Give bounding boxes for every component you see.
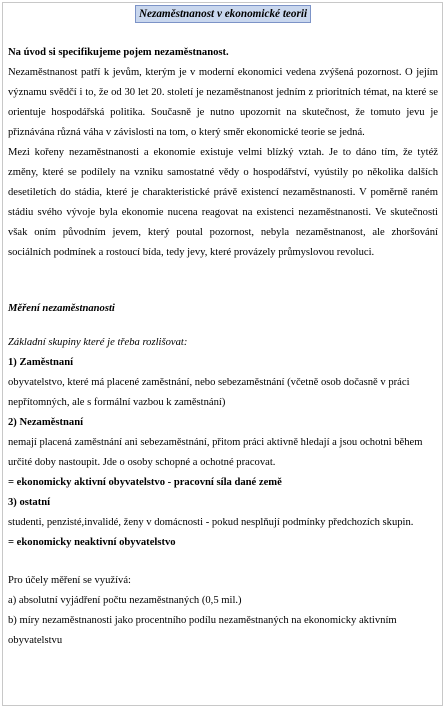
- measure-a: a) absolutní vyjádření počtu nezaměstnaných (0,5 mil.): [8, 595, 242, 606]
- group-2-title: 2) Nezaměstnaní: [8, 417, 84, 428]
- document-page: [2, 2, 443, 706]
- group-3-text: studenti, penzisté,invalidé, ženy v domácnosti - pokud nesplňují podmínky předchozích skupin.: [8, 517, 414, 528]
- document-title[interactable]: Nezaměstnanost v ekonomické teorii: [136, 6, 310, 22]
- paragraph-1: Nezaměstnanost patří k jevům, kterým je v moderní ekonomici vedena zvýšená pozornost. O jejím významu svědčí i to, že od 30 let 20. století je nezaměstnanost jedním z prioritních témat, na které se orientuje hospodářská politika. Současně je nutno upozornit na skutečnost, že tomuto jevu je přiznávána různá váha v závislosti na tom, o který směr ekonomické teorie se jedná.: [8, 67, 438, 138]
- intro-heading: Na úvod si specifikujeme pojem nezaměstnanost.: [8, 47, 229, 58]
- active-population-total: = ekonomicky aktivní obyvatelstvo - pracovní síla dané země: [8, 477, 282, 488]
- group-1-text: obyvatelstvo, které má placené zaměstnání, nebo sebezaměstnání (včetně osob dočasně v práci nepřítomných, ale s formální vazbou k zaměstnání): [8, 377, 410, 408]
- section-heading: Měření nezaměstnanosti: [8, 303, 115, 314]
- measure-intro: Pro účely měření se využívá:: [8, 575, 131, 586]
- groups-intro: Základní skupiny které je třeba rozlišovat:: [8, 337, 188, 348]
- measure-b: b) míry nezaměstnanosti jako procentního podílu nezaměstnaných na ekonomicky aktivním obyvatelstvu: [8, 615, 397, 646]
- inactive-population-total: = ekonomicky neaktivní obyvatelstvo: [8, 537, 176, 548]
- paragraph-2: Mezi kořeny nezaměstnanosti a ekonomie existuje velmi blízký vztah. Je to dáno tím, že tytéž změny, které se podílely na vzniku samostatné vědy o hospodářství, vyústily po několika dalších desetiletích do stádia, které je charakteristické právě existencí nezaměstnanosti. V poměrně raném stádiu svého vývoje byla ekonomie nucena reagovat na existenci nezaměstnanosti. Ve skutečnosti však oním původním jevem, který poutal pozornost, nebyla nezaměstnanost, ale zhoršování sociálních podmínek a rostoucí bída, tedy jevy, které provázely průmyslovou revoluci.: [8, 147, 438, 258]
- group-1-title: 1) Zaměstnaní: [8, 357, 74, 368]
- group-3-title: 3) ostatní: [8, 497, 51, 508]
- group-2-text: nemají placená zaměstnání ani sebezaměstnání, přitom práci aktivně hledají a jsou ochotni během určité doby nastoupit. Jde o osoby schopné a ochotné pracovat.: [8, 437, 423, 468]
- title-line: [8, 6, 438, 23]
